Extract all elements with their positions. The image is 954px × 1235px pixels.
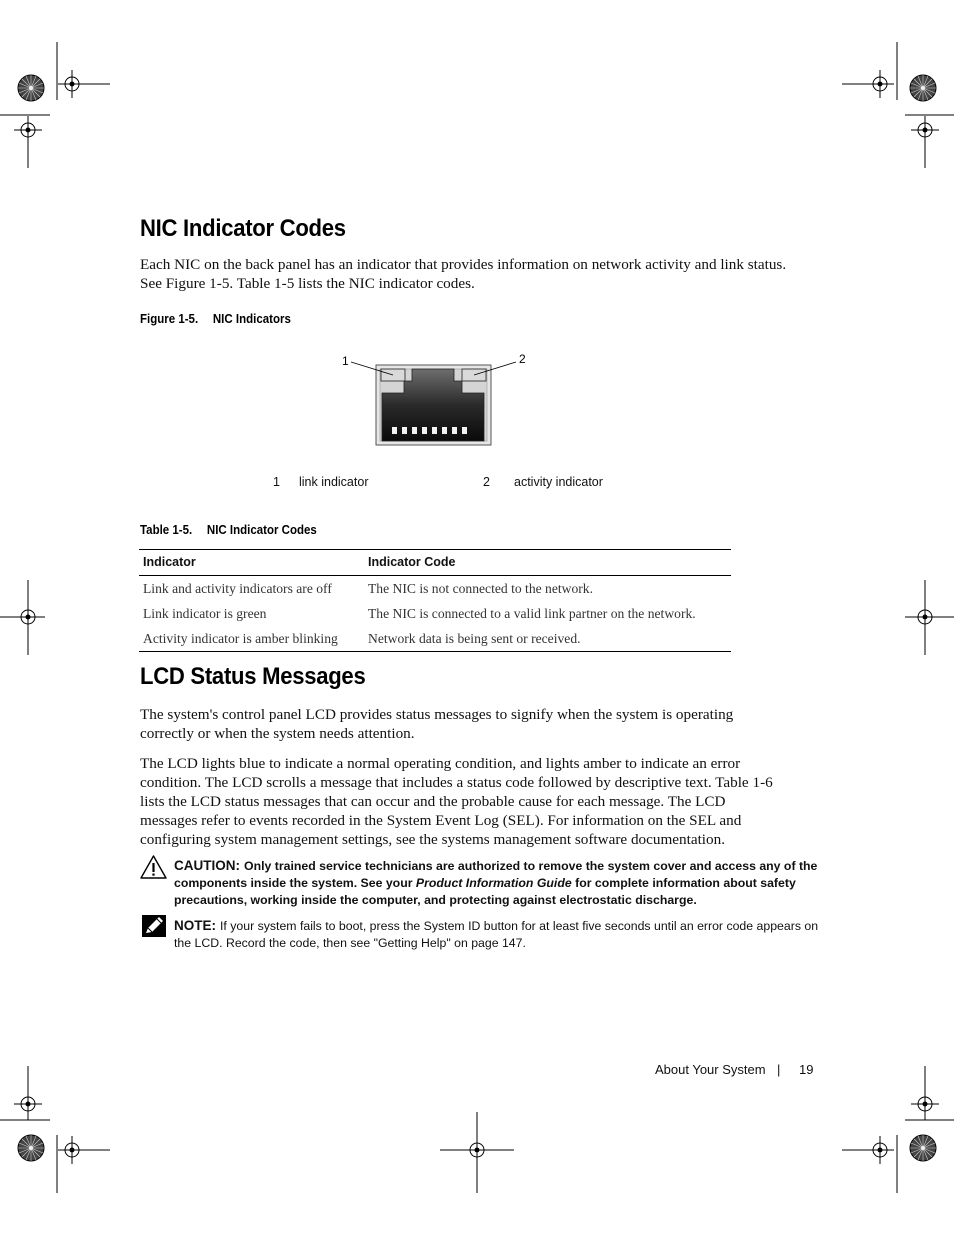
nic-port-figure	[330, 345, 540, 455]
lcd-paragraph-2	[140, 754, 820, 849]
paragraph-line: configuring system management settings, see the systems management software documentation.	[140, 831, 725, 848]
table-label: Table 1-5.	[140, 523, 193, 537]
table-cell: Link indicator is green	[143, 605, 267, 621]
legend-number-1: 1	[273, 475, 280, 489]
table-row	[139, 576, 731, 602]
page-number: 19	[799, 1062, 814, 1077]
callout-1-label: 1	[342, 354, 349, 368]
intro-paragraph	[140, 255, 820, 293]
figure-title: NIC Indicators	[212, 312, 291, 326]
table-header-row	[139, 550, 731, 576]
table-cell: Activity indicator is amber blinking	[139, 626, 364, 652]
table-cell: The NIC is connected to a valid link partner on the network.	[368, 605, 696, 621]
table-cell: The NIC is not connected to the network.	[368, 580, 593, 596]
section-heading-nic-indicator-codes: NIC Indicator Codes	[140, 215, 346, 242]
intro-line: Each NIC on the back panel has an indicator that provides information on network activity and link status.	[140, 256, 787, 273]
paragraph-line: messages refer to events recorded in the System Event Log (SEL). For information on the SEL and	[140, 812, 742, 829]
table-caption	[140, 523, 317, 537]
paragraph-line: correctly or when the system needs attention.	[140, 725, 415, 742]
paragraph-line: condition. The LCD scrolls a message that includes a status code followed by descriptive text. Table 1-6	[140, 774, 773, 791]
figure-label: Figure 1-5.	[140, 312, 199, 326]
lcd-paragraph-1	[140, 705, 820, 743]
paragraph-line: The system's control panel LCD provides status messages to signify when the system is operating	[140, 706, 734, 723]
nic-indicator-codes-table	[139, 549, 731, 652]
callout-2-label: 2	[519, 352, 526, 366]
note-text: If your system fails to boot, press the System ID button for at least five seconds until an error code appears on the LCD. Record the code, then see "Getting Help" on page 147.	[174, 919, 819, 950]
footer-section-name: About Your System	[655, 1062, 766, 1077]
table-cell: Network data is being sent or received.	[364, 626, 731, 652]
caution-warning-icon	[140, 855, 167, 879]
table-row	[139, 626, 731, 652]
caution-text-continued: for complete information about safety precautions, working inside the computer, and protecting against electrostatic discharge.	[174, 876, 796, 907]
paragraph-line: lists the LCD status messages that can occur and the probable cause for each message. The LCD	[140, 793, 726, 810]
column-header-indicator: Indicator	[139, 550, 364, 576]
legend-text-activity-indicator: activity indicator	[514, 475, 603, 489]
caution-notice	[174, 857, 819, 909]
table-cell: Link and activity indicators are off	[143, 580, 332, 596]
paragraph-line: The LCD lights blue to indicate a normal operating condition, and lights amber to indicate an error	[140, 755, 741, 772]
section-heading-lcd-status-messages: LCD Status Messages	[140, 663, 366, 690]
legend-text-link-indicator: link indicator	[299, 475, 369, 489]
note-heading: NOTE:	[174, 918, 216, 933]
caution-heading: CAUTION:	[174, 858, 240, 873]
note-notice	[174, 917, 819, 952]
footer-separator: |	[777, 1062, 781, 1077]
caution-reference-title: Product Information Guide	[415, 876, 572, 890]
intro-line: See Figure 1-5. Table 1-5 lists the NIC indicator codes.	[140, 275, 475, 292]
column-header-indicator-code: Indicator Code	[364, 550, 731, 576]
caution-text: Only trained service technicians are authorized to remove the system cover and access any of the components inside the system. See your	[174, 859, 818, 890]
table-title: NIC Indicator Codes	[206, 523, 317, 537]
note-pencil-icon	[142, 915, 166, 937]
legend-number-2: 2	[483, 475, 490, 489]
figure-caption	[140, 312, 291, 326]
table-row	[139, 601, 731, 626]
